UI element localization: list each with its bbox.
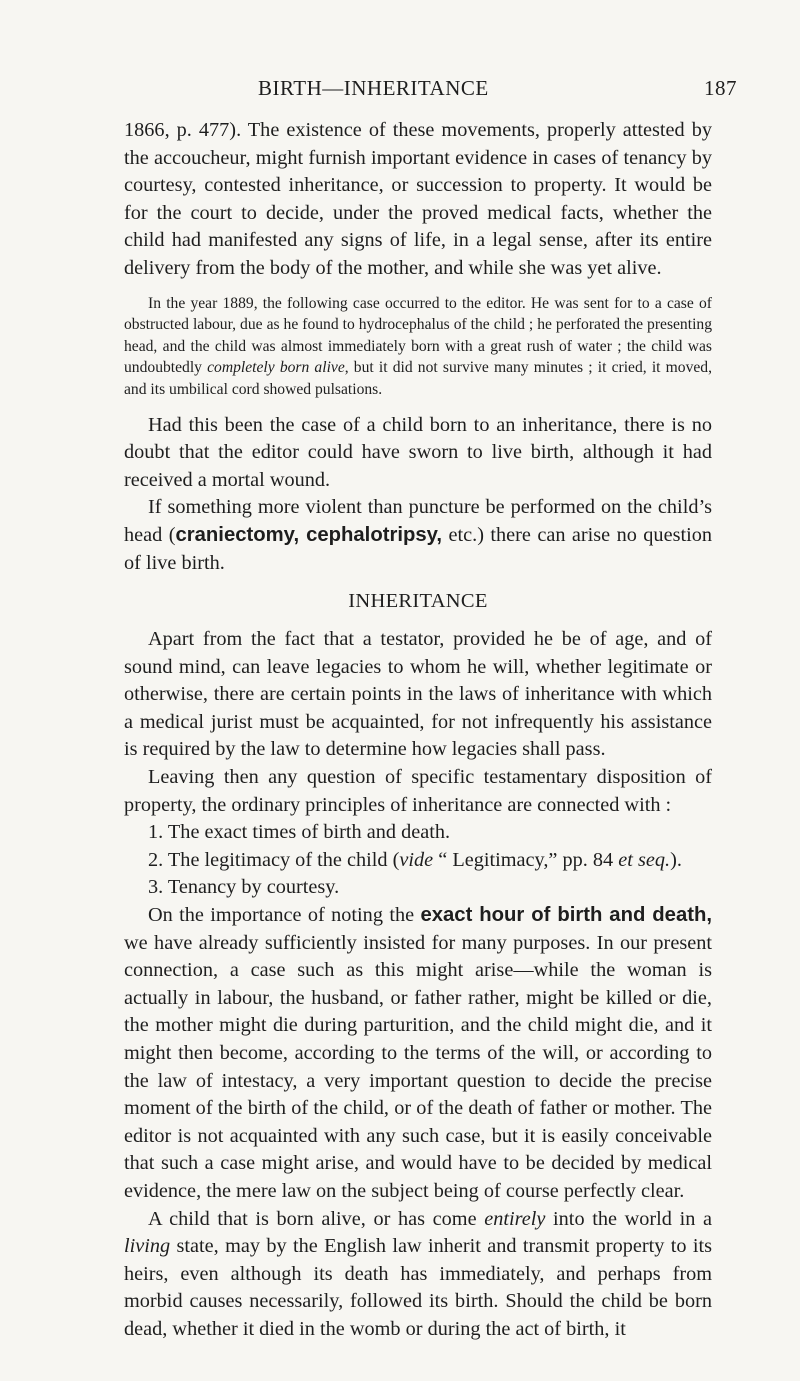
exact-hour-emphasis: exact hour of birth and death,	[420, 904, 713, 927]
list-item-legitimacy	[124, 847, 712, 875]
case-note-text: In the year 1889, the following case occurred to the editor. He was sent for to a case of obstructed labour, due as he found to hydrocephalus of the child ; he perforated the presenting head, and the child was almost immediately born with a great rush of water ; the child was undoubtedly	[124, 294, 712, 377]
section-heading: INHERITANCE	[348, 590, 488, 613]
paragraph-text: A child that is born alive, or has come	[148, 1207, 485, 1230]
list-item-birth-death: 1. The exact times of birth and death.	[148, 821, 451, 844]
paragraph-exact-hour	[124, 902, 712, 1206]
et-seq-italic: et seq.	[618, 848, 671, 871]
paragraph-principles: Leaving then any question of specific testamentary disposition of property, the ordinary principles of inheritance are connected with :	[124, 766, 712, 816]
living-italic: living	[124, 1235, 171, 1258]
paragraph-craniectomy	[124, 494, 712, 577]
list-text: 2. The legitimacy of the child (	[148, 848, 400, 871]
case-note-1889	[124, 293, 712, 401]
paragraph-text: On the importance of noting the	[148, 904, 421, 927]
paragraph-born-alive	[124, 1206, 712, 1344]
paragraph-text-end: etc.) there can arise no question of live birth.	[124, 523, 713, 574]
entirely-italic: entirely	[484, 1207, 546, 1230]
paragraph-text-end: state, may by the English law inherit and transmit property to its heirs, even although its death has immediately, and perhaps from morbid causes necessarily, followed its birth. Should the child be born dead, whether it died in the womb or during the act of birth, it	[124, 1235, 712, 1340]
vide-italic: vide	[399, 848, 434, 871]
list-text-middle: “ Legitimacy,” pp. 84	[433, 848, 619, 871]
case-note-emphasis: completely born alive	[207, 359, 345, 377]
page-number: 187	[704, 76, 737, 100]
page-header	[0, 76, 800, 108]
paragraph-text-middle: into the world in a	[545, 1207, 712, 1230]
list-item-tenancy: 3. Tenancy by courtesy.	[148, 876, 340, 899]
paragraph-testator: Apart from the fact that a testator, provided he be of age, and of sound mind, can leave legacies to whom he will, whether legitimate or otherwise, there are certain points in the laws of inheritance with which a medical jurist must be acquainted, for not infrequently his assistance is required by the law to determine how legacies shall pass.	[124, 628, 712, 761]
paragraph-live-birth-evidence: 1866, p. 477). The existence of these movements, properly attested by the accoucheur, might furnish important evidence in cases of tenancy by courtesy, contested inheritance, or succession to property. It would be for the court to decide, under the proved medical facts, whether the child had manifested any signs of life, in a legal sense, after its entire delivery from the body of the mother, and while she was yet alive.	[124, 119, 712, 279]
paragraph-text: If something more violent than puncture be performed on the child’s head (	[124, 496, 712, 546]
procedures-emphasis: craniectomy, cephalotripsy,	[175, 523, 443, 546]
list-text-end: ).	[670, 848, 682, 871]
page-body	[124, 117, 712, 1344]
paragraph-mortal-wound: Had this been the case of a child born to an inheritance, there is no doubt that the editor could have sworn to live birth, although it had received a mortal wound.	[124, 413, 712, 491]
case-note-text-end: , but it did not survive many minutes ; it cried, it moved, and its umbilical cord showed pulsations.	[124, 359, 712, 398]
paragraph-text-end: we have already sufficiently insisted for many purposes. In our present connection, a case such as this might arise—while the woman is actually in labour, the husband, or father rather, might be killed or die, the mother might die during parturition, and the child might die, and it might then become, according to the terms of the will, or according to the law of intestacy, a very important question to decide the precise moment of the birth of the child, or of the death of father or mother. The editor is not acquainted with any such case, but it is easily conceivable that such a case might arise, and would have to be decided by medical evidence, the mere law on the subject being of course perfectly clear.	[124, 931, 712, 1202]
running-head: BIRTH—INHERITANCE	[258, 76, 489, 100]
